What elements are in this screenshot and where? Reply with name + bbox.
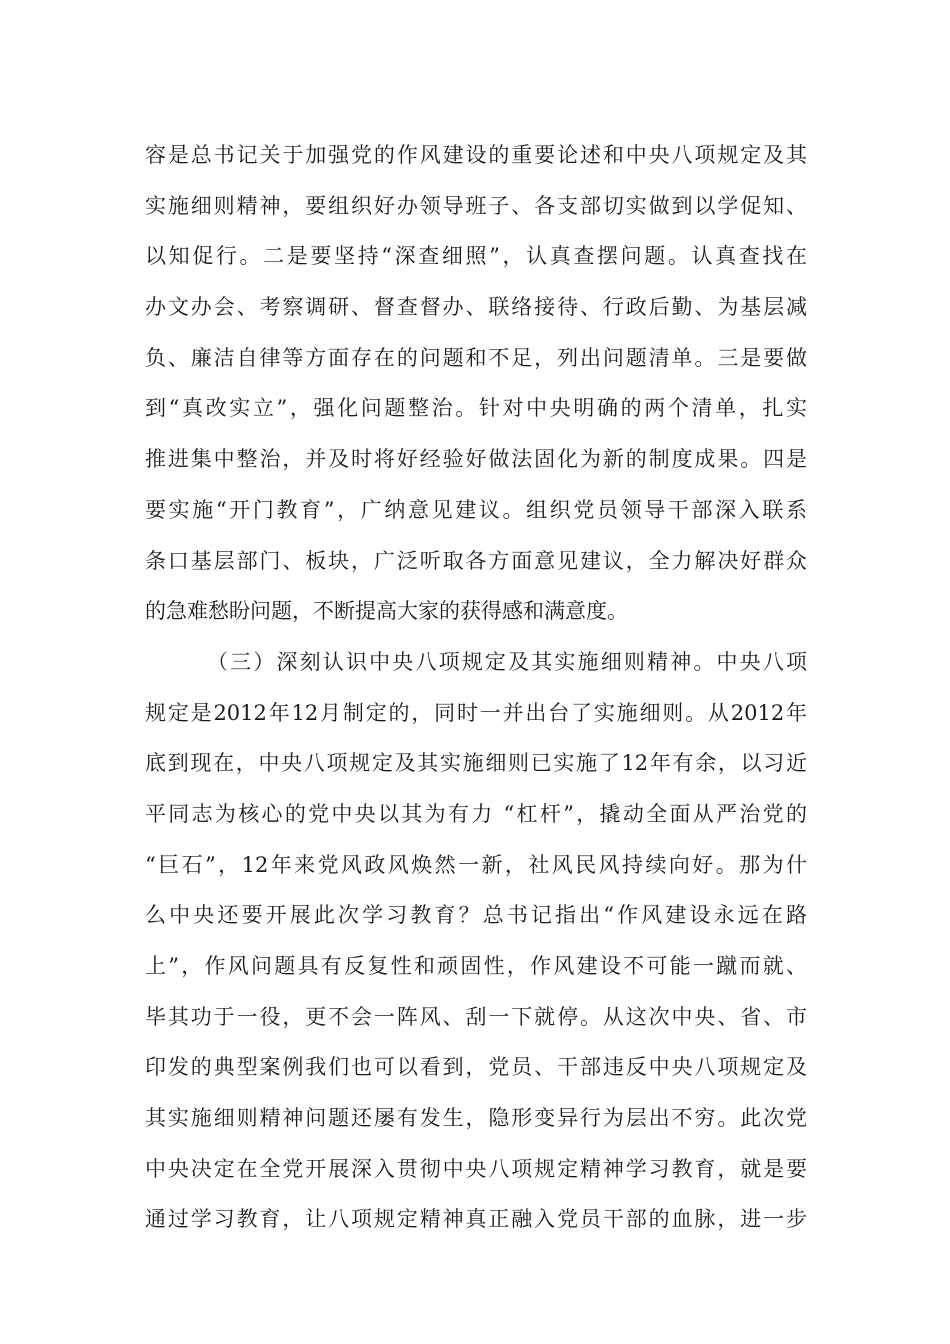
text-line: 底到现在，中央八项规定及其实施细则已实施了12年有余，以习近	[145, 751, 807, 776]
body-text	[145, 130, 807, 1245]
text-line: 么中央还要开展此次学习教育？总书记指出“作风建设永远在路	[145, 903, 807, 928]
text-line: 条口基层部门、板块，广泛听取各方面意见建议，全力解决好群众	[145, 548, 807, 573]
text-line: 平同志为核心的党中央以其为有力 “杠杆”，撬动全面从严治党的	[145, 801, 807, 826]
text-line: 以知促行。二是要坚持“深查细照”，认真查摆问题。认真查找在	[145, 244, 807, 269]
text-line: 办文办会、考察调研、督查督办、联络接待、行政后勤、为基层减	[145, 295, 807, 320]
text-line: 规定是2012年12月制定的，同时一并出台了实施细则。从2012年	[145, 700, 807, 725]
text-line: 负、廉洁自律等方面存在的问题和不足，列出问题清单。三是要做	[145, 345, 807, 370]
text-line: 容是总书记关于加强党的作风建设的重要论述和中央八项规定及其	[145, 143, 807, 167]
text-line: “巨石”，12年来党风政风焕然一新，社风民风持续向好。那为什	[145, 852, 807, 877]
text-line: 毕其功于一役，更不会一阵风、刮一下就停。从这次中央、省、市	[145, 1004, 807, 1029]
text-line: 到“真改实立”，强化问题整治。针对中央明确的两个清单，扎实	[145, 396, 807, 421]
text-line: 的急难愁盼问题，不断提高大家的获得感和满意度。	[145, 599, 628, 624]
text-line: 要实施“开门教育”，广纳意见建议。组织党员领导干部深入联系	[145, 497, 807, 522]
text-line: 实施细则精神，要组织好办领导班子、各支部切实做到以学促知、	[145, 193, 807, 218]
text-line: 中央决定在全党开展深入贯彻中央八项规定精神学习教育，就是要	[145, 1156, 807, 1181]
section-heading-line: （三）深刻认识中央八项规定及其实施细则精神。中央八项	[207, 649, 807, 674]
text-line: 上”，作风问题具有反复性和顽固性，作风建设不可能一蹴而就、	[145, 954, 807, 978]
text-line: 通过学习教育，让八项规定精神真正融入党员干部的血脉，进一步	[145, 1207, 807, 1232]
text-line: 印发的典型案例我们也可以看到，党员、干部违反中央八项规定及	[145, 1055, 807, 1080]
text-line: 推进集中整治，并及时将好经验好做法固化为新的制度成果。四是	[145, 447, 807, 472]
text-line: 其实施细则精神问题还屡有发生，隐形变异行为层出不穷。此次党	[145, 1106, 807, 1131]
